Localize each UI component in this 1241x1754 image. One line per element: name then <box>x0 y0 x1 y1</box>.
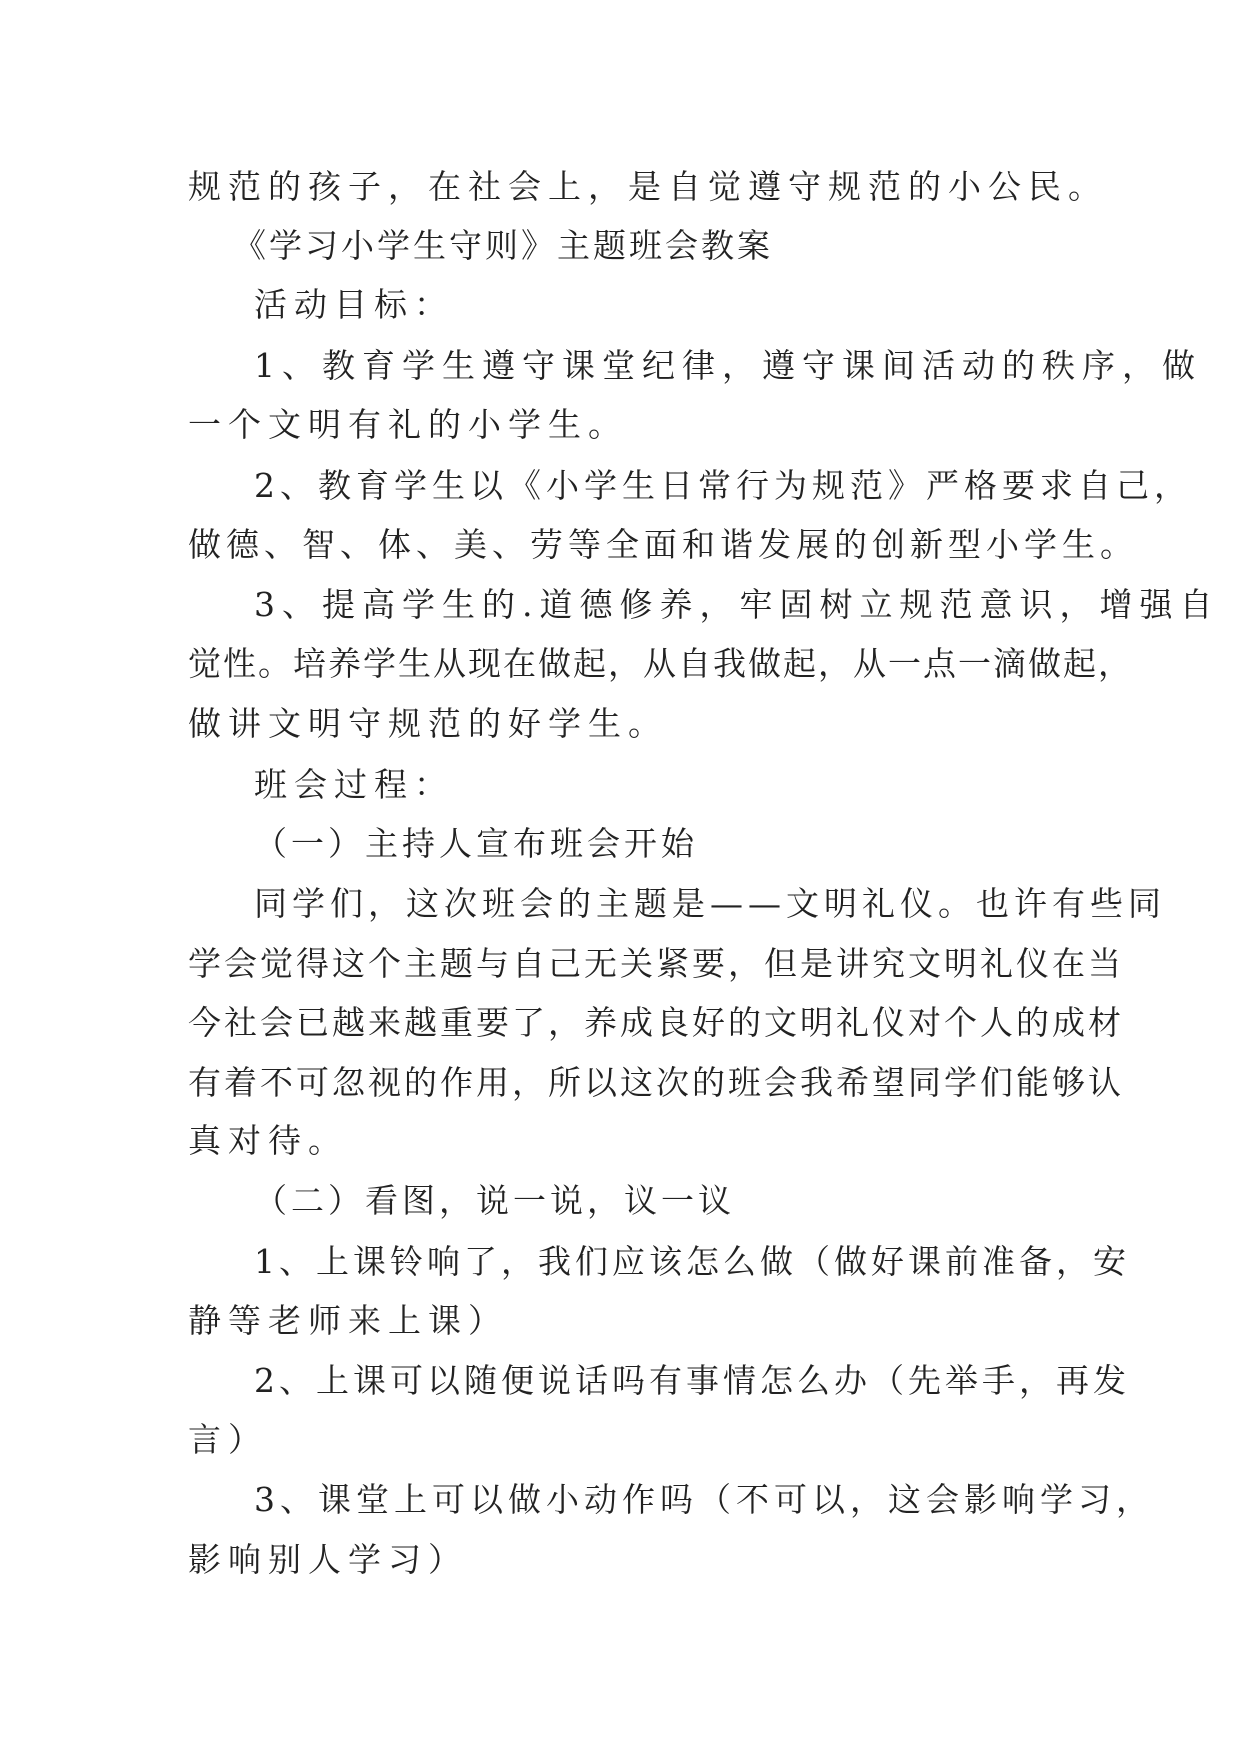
section-heading: 班会过程： <box>254 765 454 804</box>
text-line: 一个文明有礼的小学生。 <box>188 405 628 444</box>
text-line: 言） <box>188 1420 268 1459</box>
text-line: 觉性。培养学生从现在做起，从自我做起，从一点一滴做起， <box>188 644 1133 683</box>
text-line: 有着不可忽视的作用，所以这次的班会我希望同学们能够认 <box>188 1063 1124 1102</box>
text-line: 2、教育学生以《小学生日常行为规范》严格要求自己， <box>254 466 1192 505</box>
text-line: 3、提高学生的.道德修养，牢固树立规范意识，增强自 <box>254 585 1220 624</box>
text-line: 2、上课可以随便说话吗有事情怎么办（先举手，再发 <box>254 1361 1130 1400</box>
lesson-plan-title: 《学习小学生守则》主题班会教案 <box>233 226 773 265</box>
text-line: 1、教育学生遵守课堂纪律，遵守课间活动的秩序，做 <box>254 346 1202 385</box>
text-line: 静等老师来上课） <box>188 1301 508 1340</box>
text-line: 今社会已越来越重要了，养成良好的文明礼仪对个人的成材 <box>188 1003 1124 1042</box>
text-line: 影响别人学习） <box>188 1540 468 1579</box>
text-line: 真对待。 <box>188 1121 348 1160</box>
text-line: 1、上课铃响了，我们应该怎么做（做好课前准备，安 <box>254 1242 1130 1281</box>
text-line: 3、课堂上可以做小动作吗（不可以，这会影响学习， <box>254 1480 1154 1519</box>
text-line: 规范的孩子，在社会上，是自觉遵守规范的小公民。 <box>188 167 1108 206</box>
section-heading: 活动目标： <box>254 285 454 324</box>
section-heading: （二）看图，说一说，议一议 <box>254 1181 735 1220</box>
section-heading: （一）主持人宣布班会开始 <box>254 824 698 863</box>
text-line: 学会觉得这个主题与自己无关紧要，但是讲究文明礼仪在当 <box>188 944 1124 983</box>
text-line: 做德、智、体、美、劳等全面和谐发展的创新型小学生。 <box>188 525 1138 564</box>
text-line: 同学们，这次班会的主题是——文明礼仪。也许有些同 <box>254 884 1166 923</box>
text-line: 做讲文明守规范的好学生。 <box>188 704 668 743</box>
